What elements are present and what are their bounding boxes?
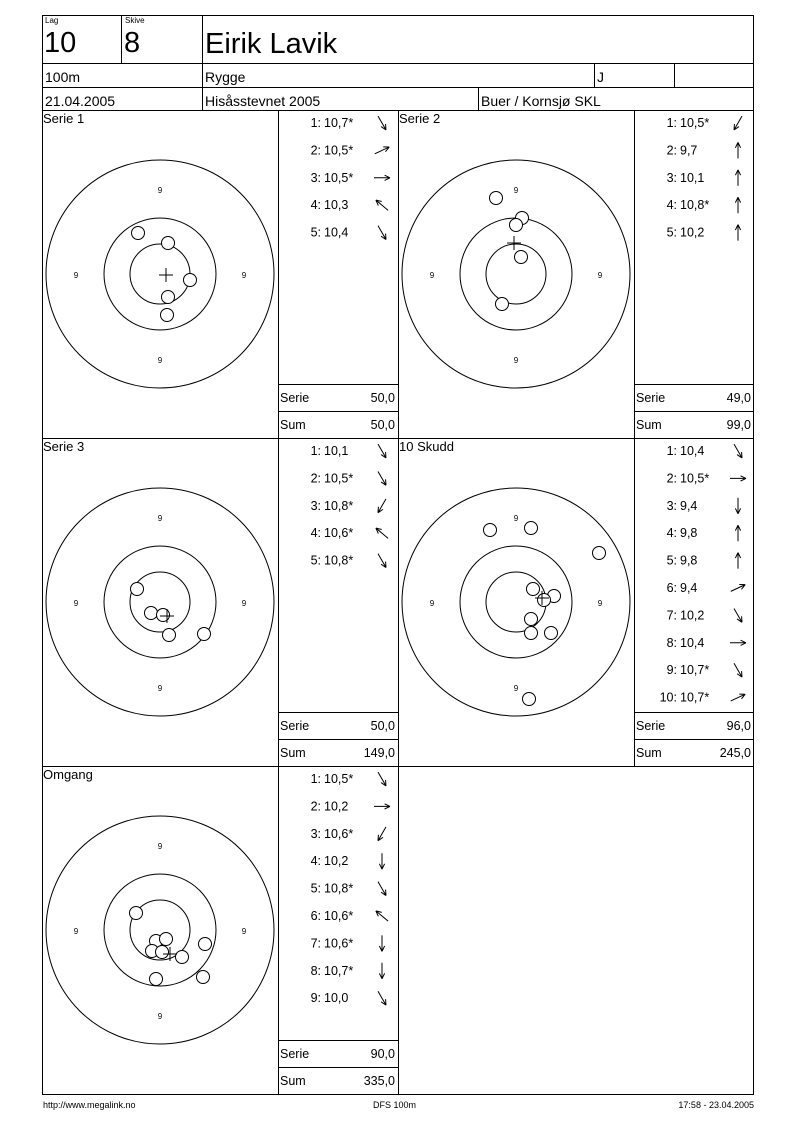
direction-arrow-icon [730, 476, 746, 481]
ring-label: 9 [157, 356, 163, 365]
shot-value: 10,6* [324, 909, 354, 923]
shot-number: 1: [310, 116, 321, 130]
shot-row [311, 198, 389, 212]
target-ring [130, 572, 190, 632]
shot-number: 2: [310, 143, 321, 158]
shot-row [311, 909, 389, 923]
shot-value: 10,8* [324, 881, 354, 896]
direction-arrow-icon [378, 772, 386, 786]
target-ring [104, 218, 216, 330]
direction-arrow-icon [378, 471, 386, 485]
mean-point-cross [159, 268, 173, 282]
sum-total: 50,0 [370, 418, 395, 432]
lag-number: 10 [44, 27, 77, 59]
shot-row [311, 772, 386, 786]
shot-number: 3: [310, 826, 321, 841]
shot-number: 5: [666, 553, 677, 568]
ring-label: 9 [429, 271, 435, 280]
direction-arrow-icon [378, 991, 386, 1005]
shot-value: 10,2 [680, 608, 705, 623]
direction-arrow-icon [378, 226, 386, 240]
serie-total: 96,0 [726, 719, 751, 733]
serie-total: 50,0 [370, 391, 395, 405]
shot-hole [525, 522, 538, 535]
serie-label: Serie [636, 391, 666, 405]
shot-hole [157, 609, 170, 622]
direction-arrow-icon [734, 608, 742, 622]
shot-number: 9: [310, 991, 321, 1006]
shot-value: 10,2 [324, 854, 349, 869]
shot-row [311, 226, 386, 240]
shot-row [667, 581, 746, 595]
shot-hole [161, 309, 174, 322]
shot-hole [593, 547, 606, 560]
direction-arrow-icon [731, 585, 746, 592]
shot-value: 9,8 [680, 553, 698, 568]
shot-hole [162, 291, 175, 304]
direction-arrow-icon [730, 640, 746, 645]
class: J [597, 69, 604, 85]
shot-hole [510, 219, 523, 232]
direction-arrow-icon [374, 175, 390, 180]
shot-number: 2: [666, 143, 677, 158]
shot-row [667, 116, 742, 130]
panel-title-serie-2: Serie 2 [399, 111, 441, 126]
target-ring [104, 874, 216, 986]
event-name: Hisåsstevnet 2005 [205, 93, 321, 109]
shot-number: 4: [666, 526, 677, 541]
sum-total: 149,0 [363, 746, 395, 760]
shot-number: 9: [666, 663, 677, 678]
shot-hole [198, 628, 211, 641]
shot-number: 2: [310, 799, 321, 814]
ring-label: 9 [513, 356, 519, 365]
direction-arrow-icon [735, 170, 740, 186]
shot-value: 10,3 [324, 198, 349, 213]
serie-total: 50,0 [370, 719, 395, 733]
date: 21.04.2005 [45, 93, 116, 109]
shot-row [311, 143, 390, 157]
shot-value: 10,5* [324, 170, 354, 185]
sum-label: Sum [636, 418, 662, 432]
shot-row [667, 225, 741, 241]
serie-total: 49,0 [726, 391, 751, 405]
shot-value: 10,7* [324, 116, 354, 130]
distance: 100m [45, 69, 81, 85]
shot-row [311, 116, 386, 130]
shot-row [311, 882, 386, 896]
shot-hole [162, 237, 175, 250]
shot-number: 5: [666, 225, 677, 240]
shot-row [660, 691, 746, 705]
shot-hole [525, 627, 538, 640]
direction-arrow-icon [735, 225, 740, 241]
ring-label: 9 [241, 927, 247, 936]
skive-number: 8 [124, 27, 141, 59]
ring-label: 9 [513, 684, 519, 693]
direction-arrow-icon [376, 911, 388, 921]
skive-label: Skive [125, 16, 145, 25]
direction-arrow-icon [374, 804, 390, 809]
ring-label: 9 [429, 599, 435, 608]
shot-hole [538, 594, 551, 607]
shot-number: 4: [310, 198, 321, 213]
mean-point-cross [507, 236, 521, 250]
direction-arrow-icon [378, 554, 386, 568]
direction-arrow-icon [735, 525, 740, 541]
sum-total: 245,0 [719, 746, 751, 760]
ring-label: 9 [513, 186, 519, 195]
direction-arrow-icon [376, 200, 388, 210]
shot-number: 5: [310, 225, 321, 240]
ring-label: 9 [73, 599, 79, 608]
shot-value: 10,1 [680, 170, 705, 185]
direction-arrow-icon [734, 116, 742, 130]
shot-hole [527, 583, 540, 596]
shot-row [311, 526, 389, 540]
shot-row [311, 171, 390, 185]
shot-hole [150, 973, 163, 986]
shot-number: 6: [666, 581, 677, 595]
sum-total: 335,0 [363, 1074, 395, 1088]
shot-number: 10: [659, 690, 677, 705]
shot-value: 10,7* [680, 663, 710, 678]
shot-hole [496, 298, 509, 311]
direction-arrow-icon [734, 663, 742, 677]
shot-hole [525, 613, 538, 626]
direction-arrow-icon [735, 197, 740, 213]
shot-hole [131, 583, 144, 596]
shot-row [667, 170, 741, 186]
shot-hole [515, 251, 528, 264]
shot-value: 10,6* [324, 826, 354, 841]
shot-value: 9,4 [680, 581, 698, 595]
shot-row [667, 553, 741, 569]
shot-hole [490, 192, 503, 205]
shot-value: 10,5* [680, 471, 710, 486]
shooter-name: Eirik Lavik [205, 28, 338, 60]
target-ring [104, 546, 216, 658]
ring-label: 9 [157, 1012, 163, 1021]
shot-row [667, 142, 741, 158]
shot-row [311, 471, 386, 485]
sum-label: Sum [280, 746, 306, 760]
lag-label: Lag [45, 16, 59, 25]
shot-number: 1: [666, 444, 677, 458]
direction-arrow-icon [378, 116, 386, 130]
shot-number: 3: [310, 498, 321, 513]
shot-row [311, 935, 385, 951]
shot-hole [130, 907, 143, 920]
direction-arrow-icon [378, 827, 386, 841]
shot-row [667, 498, 741, 514]
shot-value: 10,4 [324, 225, 349, 240]
shot-number: 3: [666, 170, 677, 185]
panel-title-serie-1: Serie 1 [43, 111, 85, 126]
shot-number: 4: [310, 854, 321, 869]
footer-url[interactable]: http://www.megalink.no [43, 1100, 136, 1110]
shot-value: 10,8* [324, 498, 354, 513]
direction-arrow-icon [378, 499, 386, 513]
shot-value: 10,4 [680, 444, 705, 458]
panel-title-10-skudd: 10 Skudd [399, 439, 454, 454]
shot-hole [197, 971, 210, 984]
shot-number: 7: [310, 936, 321, 951]
shot-number: 6: [310, 909, 321, 923]
shot-hole [484, 524, 497, 537]
direction-arrow-icon [735, 142, 740, 158]
shot-value: 10,7* [324, 963, 354, 978]
serie-label: Serie [280, 391, 310, 405]
ring-label: 9 [157, 514, 163, 523]
shot-number: 4: [310, 526, 321, 541]
shot-row [311, 444, 386, 458]
shot-number: 2: [310, 471, 321, 486]
location: Buer / Kornsjø SKL [481, 93, 601, 109]
shot-hole [145, 607, 158, 620]
shot-row [667, 525, 741, 541]
serie-total: 90,0 [370, 1047, 395, 1061]
direction-arrow-icon [376, 528, 388, 538]
shot-hole [523, 693, 536, 706]
ring-label: 9 [157, 684, 163, 693]
shot-number: 5: [310, 553, 321, 568]
shot-row [311, 991, 386, 1005]
direction-arrow-icon [734, 444, 742, 458]
shot-hole [132, 227, 145, 240]
ring-label: 9 [597, 271, 603, 280]
panel-title-serie-3: Serie 3 [43, 439, 85, 454]
shot-hole [199, 938, 212, 951]
ring-label: 9 [157, 842, 163, 851]
shot-value: 10,5* [680, 116, 710, 130]
shot-number: 3: [666, 498, 677, 513]
shot-number: 1: [666, 116, 677, 130]
shot-hole [545, 627, 558, 640]
shot-value: 10,1 [324, 444, 349, 458]
shot-number: 1: [310, 772, 321, 786]
direction-arrow-icon [378, 882, 386, 896]
shot-number: 7: [666, 608, 677, 623]
shot-row [311, 499, 386, 513]
direction-arrow-icon [379, 963, 384, 979]
shot-row [667, 636, 746, 650]
ring-label: 9 [73, 927, 79, 936]
footer-timestamp: 17:58 - 23.04.2005 [678, 1100, 754, 1110]
shot-number: 8: [666, 635, 677, 650]
ring-label: 9 [597, 599, 603, 608]
serie-label: Serie [280, 1047, 310, 1061]
direction-arrow-icon [735, 553, 740, 569]
shot-hole [156, 946, 169, 959]
shot-row [311, 799, 390, 813]
target-ring [460, 218, 572, 330]
shot-value: 10,8* [680, 198, 710, 213]
shot-value: 10,2 [680, 225, 705, 240]
shot-value: 10,8* [324, 553, 354, 568]
shot-hole [184, 274, 197, 287]
serie-label: Serie [636, 719, 666, 733]
shot-value: 9,8 [680, 526, 698, 541]
shot-value: 10,5* [324, 471, 354, 486]
shot-value: 10,0 [324, 991, 349, 1006]
direction-arrow-icon [735, 498, 740, 514]
shot-row [667, 608, 742, 622]
shot-hole [176, 951, 189, 964]
ring-label: 9 [241, 271, 247, 280]
shot-row [667, 197, 741, 213]
sum-label: Sum [280, 418, 306, 432]
shot-number: 1: [310, 444, 321, 458]
shot-value: 10,6* [324, 526, 354, 541]
direction-arrow-icon [375, 147, 390, 154]
shot-value: 10,5* [324, 143, 354, 158]
ring-label: 9 [73, 271, 79, 280]
ring-label: 9 [513, 514, 519, 523]
shot-value: 10,4 [680, 635, 705, 650]
shot-number: 3: [310, 170, 321, 185]
shot-number: 8: [310, 963, 321, 978]
serie-label: Serie [280, 719, 310, 733]
direction-arrow-icon [378, 444, 386, 458]
shot-hole [160, 933, 173, 946]
direction-arrow-icon [379, 853, 384, 869]
shot-row [311, 853, 385, 869]
shot-value: 10,2 [324, 799, 349, 814]
shot-value: 9,4 [680, 498, 698, 513]
sum-total: 99,0 [726, 418, 751, 432]
shot-row [311, 554, 386, 568]
shot-number: 5: [310, 881, 321, 896]
ring-label: 9 [157, 186, 163, 195]
ring-label: 9 [241, 599, 247, 608]
shot-row [667, 444, 742, 458]
footer-program: DFS 100m [373, 1100, 417, 1110]
panel-title-omgang: Omgang [43, 767, 93, 782]
shot-row [667, 471, 746, 485]
target-ring [130, 244, 190, 304]
shot-row [311, 963, 385, 979]
shot-hole [163, 629, 176, 642]
shot-value: 10,7* [680, 690, 710, 705]
sum-label: Sum [636, 746, 662, 760]
shot-value: 10,6* [324, 936, 354, 951]
shot-number: 4: [666, 198, 677, 213]
direction-arrow-icon [379, 935, 384, 951]
shot-row [311, 827, 386, 841]
shot-number: 2: [666, 471, 677, 486]
target-ring [486, 572, 546, 632]
direction-arrow-icon [731, 694, 746, 701]
club: Rygge [205, 69, 246, 85]
shot-value: 10,5* [324, 772, 354, 786]
sum-label: Sum [280, 1074, 306, 1088]
shot-value: 9,7 [680, 143, 698, 158]
shot-row [667, 663, 742, 677]
